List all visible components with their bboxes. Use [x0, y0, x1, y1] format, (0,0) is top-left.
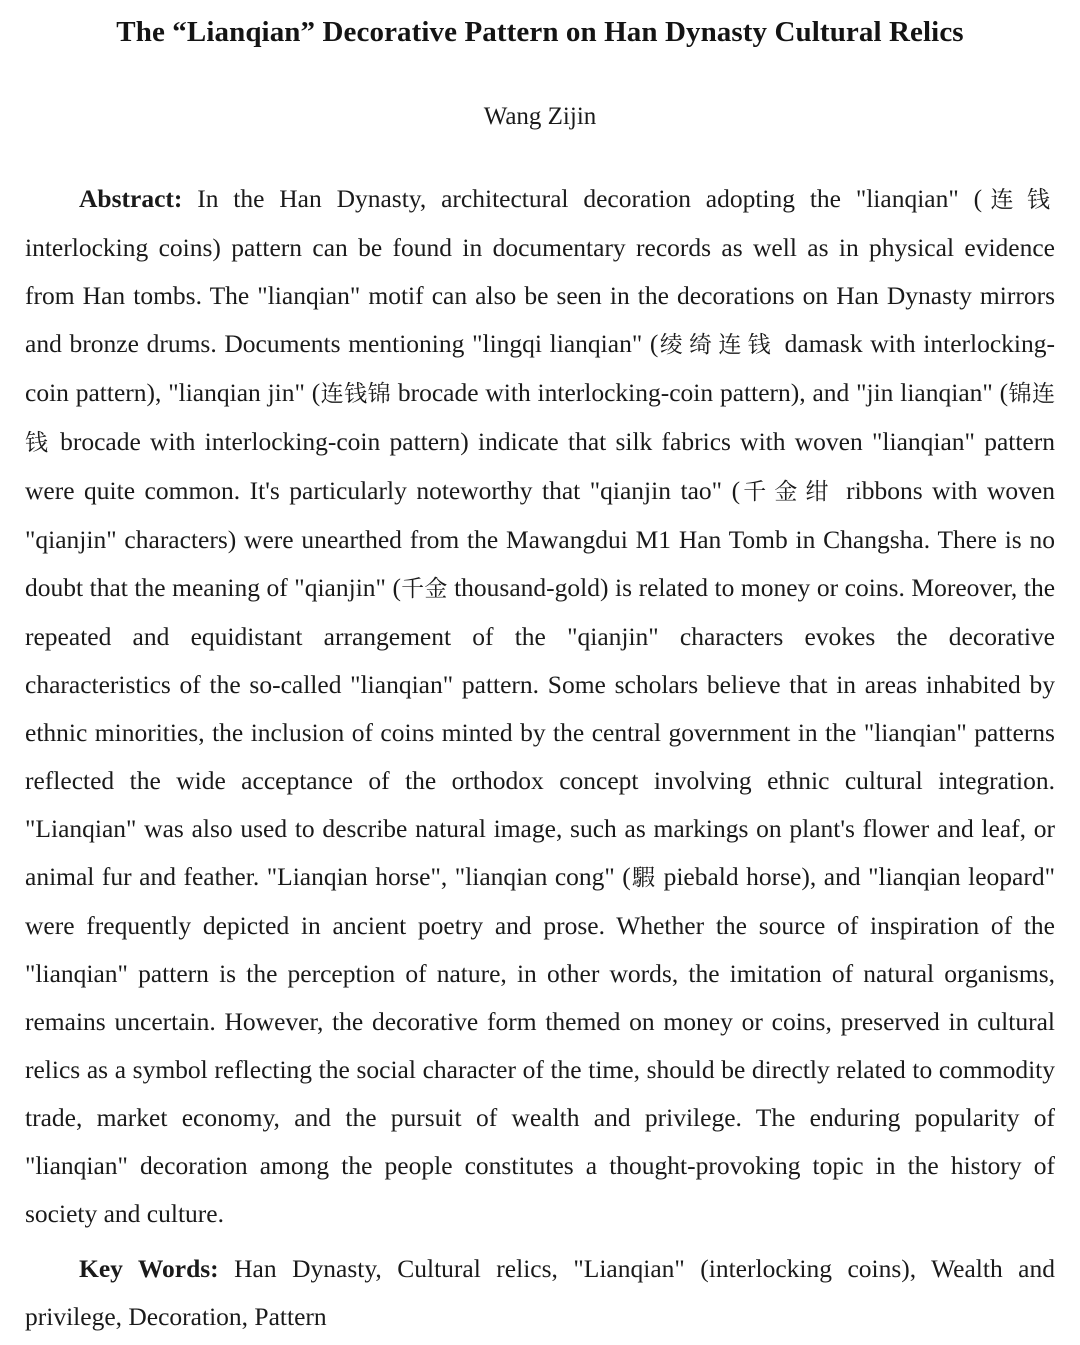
cjk-term-9: 千金绀: [740, 479, 837, 506]
author-name: Wang Zijin: [483, 103, 597, 131]
cjk-term-1: 连钱: [982, 187, 1055, 214]
abstract-paragraph: [25, 175, 1055, 1238]
page-title: The “Lianqian” Decorative Pattern on Han Dynasty Cultural Relics: [116, 16, 964, 48]
cjk-term-3: 绫绮连钱: [658, 332, 777, 359]
cjk-term-5: 连钱锦: [320, 381, 392, 408]
cjk-term-11: 千金: [400, 576, 448, 603]
document-page: [0, 14, 1080, 1345]
abstract-body: In the Han Dynasty, architectural decoration adopting the "lianqian" (连钱 interlocking coins) pattern can be found in documentary records as well as in physical evidence from Han tombs. The "lianqian" motif can also be seen in the decorations on Han Dynasty mirrors and bronze drums. Documents mentioning "lingqi lianqian" (绫绮连钱 damask with interlocking-coin pattern), "lianqian jin" (连钱锦 brocade with interlocking-coin pattern), and "jin lianqian" (锦连钱 brocade with interlocking-coin pattern) indicate that silk fabrics with woven "lianqian" pattern were quite common. It's particularly noteworthy that "qianjin tao" (千金绀 ribbons with woven "qianjin" characters) were unearthed from the Mawangdui M1 Han Tomb in Changsha. There is no doubt that the meaning of "qianjin" (千金 thousand-gold) is related to money or coins. Moreover, the repeated and equidistant arrangement of the "qianjin" characters evokes the decorative characteristics of the so-called "lianqian" pattern. Some scholars believe that in areas inhabited by ethnic minorities, the inclusion of coins minted by the central government in the "lianqian" patterns reflected the wide acceptance of the orthodox concept involving ethnic cultural integration. "Lianqian" was also used to describe natural image, such as markings on plant's flower and leaf, or animal fur and feather. "Lianqian horse", "lianqian cong" (騢 piebald horse), and "lianqian leopard" were frequently depicted in ancient poetry and prose. Whether the source of inspiration of the "lianqian" pattern is the perception of nature, in other words, the imitation of natural organisms, remains uncertain. However, the decorative form themed on money or coins, preserved in cultural relics as a symbol reflecting the social character of the time, should be directly related to commodity trade, market economy, and the pursuit of wealth and privilege. The enduring popularity of "lianqian" decoration among the people constitutes a thought-provoking topic in the history of society and culture.: [25, 184, 1056, 1229]
keywords-label: Key Words:: [79, 1254, 219, 1284]
keywords-paragraph: [25, 1245, 1055, 1341]
keywords-body: Han Dynasty, Cultural relics, "Lianqian" (interlocking coins), Wealth and privilege, Decoration, Pattern: [25, 1254, 1056, 1332]
cjk-term-7: 锦连钱: [25, 381, 1056, 457]
abstract-label: Abstract:: [79, 184, 183, 214]
cjk-term-13: 騢: [630, 865, 657, 892]
